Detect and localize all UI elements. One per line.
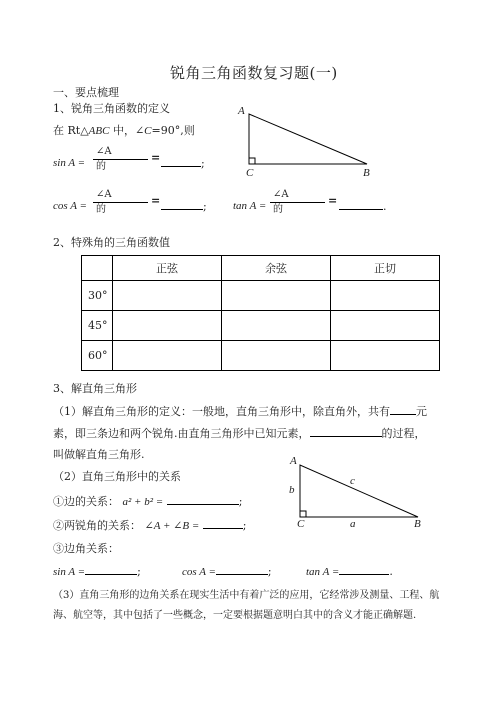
blank-process[interactable] [310,426,382,437]
section-heading: 一、要点梳理 [53,86,119,99]
vertex-label-c: C [246,167,254,179]
special-angles-table [81,255,440,371]
definition-line-3: 叫做解直角三角形. [53,448,145,461]
answer-cell[interactable] [113,281,222,311]
cos-numerator: ∠A的 [96,189,112,215]
sin-relation: sin A = ; [53,565,141,578]
cos-label: cos A = [53,200,87,212]
vertex-label-c: C [297,518,305,530]
vertex-label-a: A [290,455,297,467]
definition-line-1: （1）解直角三角形的定义：一般地，直角三角形中，除直角外，共有 元 [53,405,427,418]
side-label-c: c [350,475,355,487]
answer-cell[interactable] [113,341,222,371]
application-note-line-1: （3）直角三角形的边角关系在现实生活中有着广泛的应用，它经常涉及测量、工程、航 [53,590,440,601]
blank-sin[interactable] [85,564,137,575]
side-label-a: a [350,518,356,530]
sin-label: sin A = [53,157,86,169]
angle-cell: 45° [82,311,113,341]
answer-cell[interactable] [331,311,440,341]
relations-heading: （2）直角三角形中的关系 [53,470,181,483]
vertex-label-b: B [414,518,421,530]
table-row [82,281,440,311]
answer-cell[interactable] [222,281,331,311]
blank-elements-count[interactable] [390,404,416,415]
answer-cell[interactable] [222,341,331,371]
equals-sign: = [151,194,161,207]
vertex-label-a: A [238,105,245,117]
blank-tan[interactable] [339,564,389,575]
application-note-line-2: 海、航空等，其中包括了一些概念，一定要根据题意明白其中的含义才能正确解题. [53,610,417,621]
equals-sign: = [328,194,338,207]
answer-cell[interactable] [222,311,331,341]
table-row [82,341,440,371]
answer-cell[interactable] [331,341,440,371]
given-statement: 在 Rt△ABC 中，∠C=90°,则 [53,124,195,137]
table-header-cell [82,256,113,281]
definition-line-2: 素，即三条边和两个锐角.由直角三角形中已知元素， 的过程， [53,427,426,440]
blank-cos[interactable] [216,564,268,575]
section-heading: 3、解直角三角形 [53,382,137,395]
blank-edge[interactable] [167,494,239,505]
angle-relation: ②两锐角的关系： ∠A + ∠B = ; [53,519,247,532]
angle-cell: 60° [82,341,113,371]
answer-cell[interactable] [113,311,222,341]
cos-relation: cos A = ; [182,565,272,578]
side-label-b: b [289,484,295,496]
table-header-row [82,256,440,281]
cos-answer[interactable]: ; [161,199,207,214]
tan-numerator: ∠A的 [273,189,289,215]
tan-label: tan A = [233,200,267,212]
answer-cell[interactable] [331,281,440,311]
fraction-bar [270,202,325,203]
table-header-cell: 正切 [331,256,440,281]
angle-cell: 30° [82,281,113,311]
blank-angle[interactable] [203,518,243,529]
fraction-bar [93,159,148,160]
section-heading: 2、特殊角的三角函数值 [53,236,170,249]
right-triangle-diagram-1 [245,110,375,180]
tan-answer[interactable]: . [339,199,387,214]
right-triangle-diagram-2 [296,463,426,523]
page-title: 锐角三角函数复习题(一) [170,64,338,82]
table-row [82,311,440,341]
table-header-cell: 正弦 [113,256,222,281]
side-angle-heading: ③边角关系： [53,542,119,555]
vertex-label-b: B [363,167,370,179]
equals-sign: = [151,151,161,164]
sin-answer[interactable]: ; [161,156,205,171]
subsection-heading: 1、锐角三角函数的定义 [53,102,170,115]
table-header-cell: 余弦 [222,256,331,281]
sin-numerator: ∠A的 [96,146,112,172]
fraction-bar [93,202,148,203]
tan-relation: tan A = . [306,565,393,578]
edge-relation: ①边的关系： a² + b² = ; [53,495,243,508]
